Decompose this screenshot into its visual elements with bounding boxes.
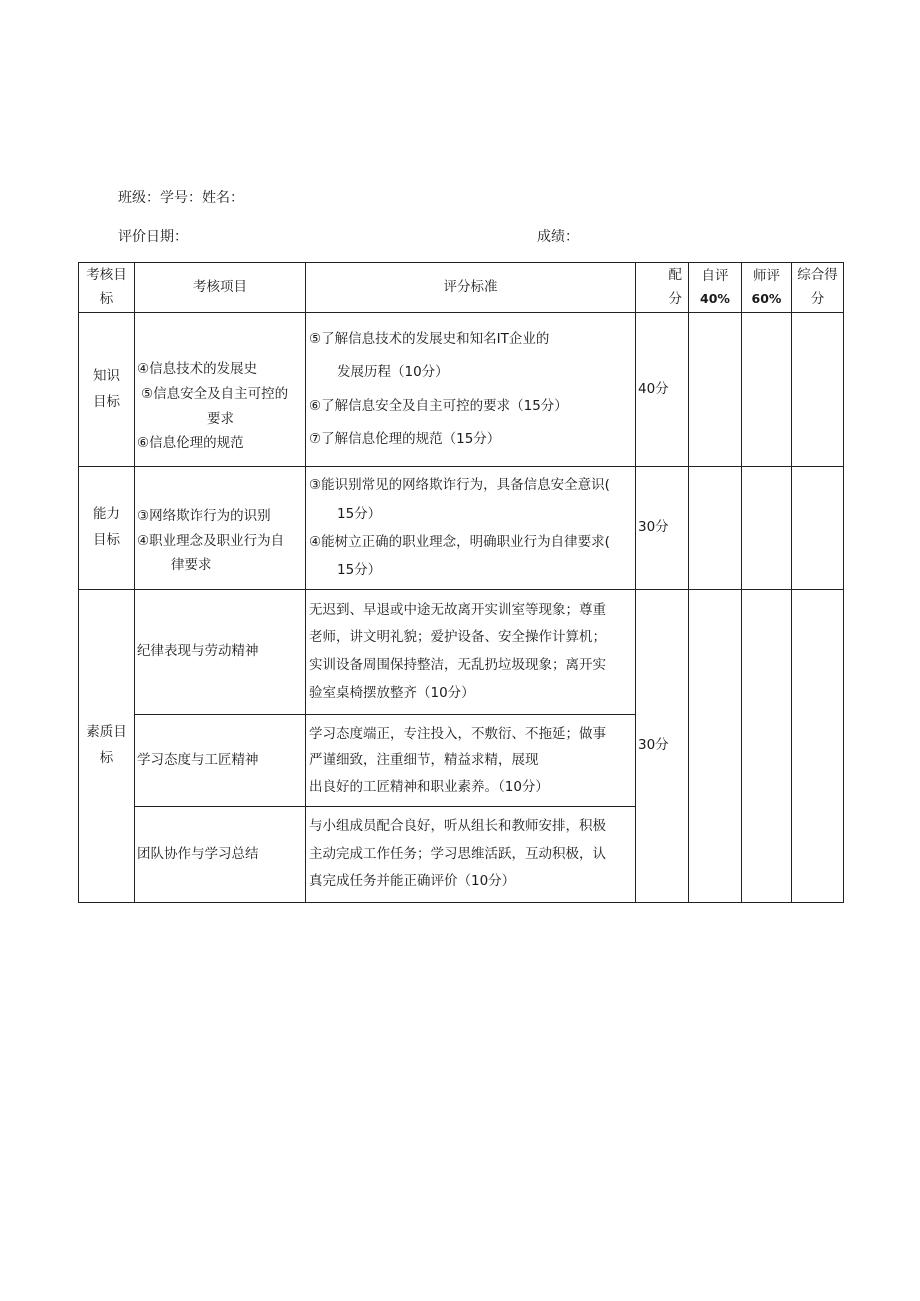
- header-criteria: 评分标准: [306, 263, 636, 313]
- knowledge-goal: 知识 目标: [79, 313, 135, 467]
- knowledge-points: 40分: [636, 313, 689, 467]
- assessment-table: [78, 262, 844, 903]
- ability-total-score[interactable]: [792, 467, 844, 590]
- header-points: 配 分: [636, 263, 689, 313]
- knowledge-criteria: ⑤了解信息技术的发展史和知名IT企业的 发展历程（10分） ⑥了解信息安全及自主可控的要求（15分） ⑦了解信息伦理的规范（15分）: [306, 313, 636, 467]
- knowledge-items: ④信息技术的发展史 ⑤信息安全及自主可控的 要求 ⑥信息伦理的规范: [135, 313, 306, 467]
- class-id-name-line: 班级：学号：姓名：: [118, 190, 244, 206]
- header-total-score: 综合得 分: [792, 263, 844, 313]
- quality-teacher-score[interactable]: [742, 590, 792, 903]
- knowledge-self-score[interactable]: [689, 313, 742, 467]
- header-self-eval: 自评 40%: [689, 263, 742, 313]
- score-label: 成绩：: [537, 229, 579, 245]
- quality-item-attitude: 学习态度与工匠精神: [135, 715, 306, 807]
- ability-self-score[interactable]: [689, 467, 742, 590]
- ability-row: [79, 467, 844, 590]
- quality-item-teamwork: 团队协作与学习总结: [135, 807, 306, 903]
- knowledge-total-score[interactable]: [792, 313, 844, 467]
- quality-row-discipline: [79, 590, 844, 715]
- knowledge-teacher-score[interactable]: [742, 313, 792, 467]
- quality-total-score[interactable]: [792, 590, 844, 903]
- ability-teacher-score[interactable]: [742, 467, 792, 590]
- quality-criteria-teamwork: 与小组成员配合良好，听从组长和教师安排，积极 主动完成工作任务；学习思维活跃，互动积极，认 真完成任务并能正确评价（10分）: [306, 807, 636, 903]
- quality-points: 30分: [636, 590, 689, 903]
- quality-criteria-attitude: 学习态度端正，专注投入，不敷衍、不拖延；做事 严谨细致，注重细节，精益求精，展现 出良好的工匠精神和职业素养。（10分）: [306, 715, 636, 807]
- header-teacher-eval: 师评 60%: [742, 263, 792, 313]
- quality-item-discipline: 纪律表现与劳动精神: [135, 590, 306, 715]
- knowledge-row: [79, 313, 844, 467]
- evaluation-date-label: 评价日期：: [118, 229, 188, 245]
- header-goal: 考核目 标: [79, 263, 135, 313]
- header-item: 考核项目: [135, 263, 306, 313]
- ability-points: 30分: [636, 467, 689, 590]
- ability-criteria: ③能识别常见的网络欺诈行为，具备信息安全意识( 15分） ④能树立正确的职业理念，明确职业行为自律要求( 15分）: [306, 467, 636, 590]
- ability-items: ③网络欺诈行为的识别 ④职业理念及职业行为自 律要求: [135, 467, 306, 590]
- ability-goal: 能力 目标: [79, 467, 135, 590]
- quality-self-score[interactable]: [689, 590, 742, 903]
- header-row: [79, 263, 844, 313]
- quality-criteria-discipline: 无迟到、早退或中途无故离开实训室等现象；尊重 老师，讲文明礼貌；爱护设备、安全操作计算机； 实训设备周围保持整洁，无乱扔垃圾现象；离开实 验室桌椅摆放整齐（10分）: [306, 590, 636, 715]
- quality-goal: 素质目 标: [79, 590, 135, 903]
